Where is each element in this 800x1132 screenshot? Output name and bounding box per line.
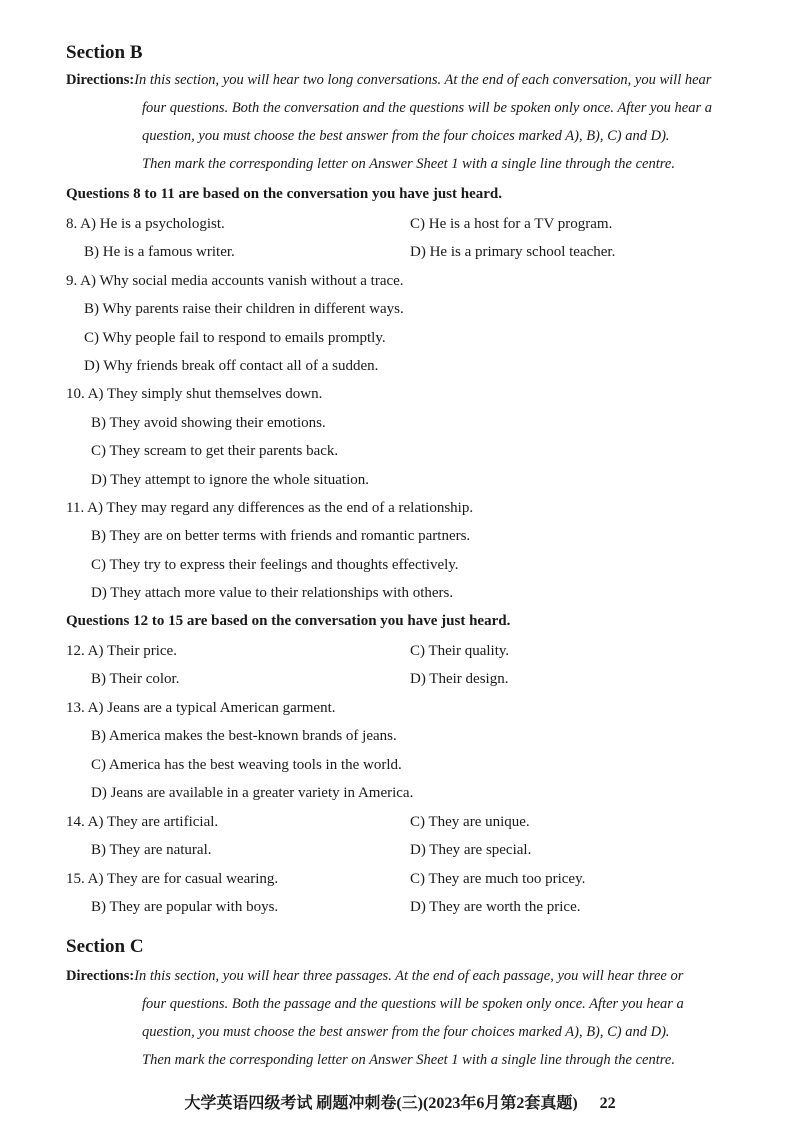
q12-option-d: D) Their design.: [410, 671, 509, 687]
directions-line: In this section, you will hear two long conversations. At the end of each conversation, you will hear: [134, 72, 712, 88]
directions-label: Directions:: [66, 72, 135, 88]
page-number: 22: [599, 1095, 616, 1112]
q9-option-a: 9. A) Why social media accounts vanish without a trace.: [66, 273, 404, 289]
section-b-title: Section B: [66, 42, 143, 63]
q12-option-b: B) Their color.: [91, 671, 180, 687]
footer-title: 大学英语四级考试 刷题冲刺卷(三)(2023年6月第2套真题): [184, 1095, 578, 1112]
page-footer: [0, 1090, 800, 1113]
directions-line: four questions. Both the passage and the questions will be spoken only once. After you hear a: [142, 996, 684, 1012]
q8-option-c: C) He is a host for a TV program.: [410, 216, 613, 232]
q13-option-b: B) America makes the best-known brands of jeans.: [91, 728, 397, 744]
directions-line: four questions. Both the conversation and the questions will be spoken only once. After you hear a: [142, 100, 712, 116]
q14-option-c: C) They are unique.: [410, 814, 530, 830]
q9-option-d: D) Why friends break off contact all of a sudden.: [84, 358, 379, 374]
q12-option-a: 12. A) Their price.: [66, 643, 177, 659]
q14-option-a: 14. A) They are artificial.: [66, 814, 219, 830]
q11-option-c: C) They try to express their feelings and thoughts effectively.: [91, 557, 459, 573]
q15-option-b: B) They are popular with boys.: [91, 899, 279, 915]
q12-option-c: C) Their quality.: [410, 643, 510, 659]
directions-line: question, you must choose the best answer from the four choices marked A), B), C) and D).: [142, 128, 670, 144]
q14-option-d: D) They are special.: [410, 842, 532, 858]
q14-option-b: B) They are natural.: [91, 842, 212, 858]
section-c-title: Section C: [66, 936, 144, 957]
q8-option-d: D) He is a primary school teacher.: [410, 244, 616, 260]
directions-label: Directions:: [66, 968, 135, 984]
q11-option-b: B) They are on better terms with friends and romantic partners.: [91, 528, 471, 544]
directions-line: Then mark the corresponding letter on Answer Sheet 1 with a single line through the centre.: [142, 156, 675, 172]
q10-option-c: C) They scream to get their parents back.: [91, 443, 339, 459]
q15-option-c: C) They are much too pricey.: [410, 871, 586, 887]
directions-line: In this section, you will hear three passages. At the end of each passage, you will hear three or: [134, 968, 684, 984]
question-group-heading: Questions 12 to 15 are based on the conversation you have just heard.: [66, 613, 511, 629]
q10-option-d: D) They attempt to ignore the whole situation.: [91, 472, 369, 488]
q9-option-b: B) Why parents raise their children in different ways.: [84, 301, 404, 317]
q11-option-d: D) They attach more value to their relationships with others.: [91, 585, 454, 601]
q10-option-a: 10. A) They simply shut themselves down.: [66, 386, 323, 402]
q13-option-c: C) America has the best weaving tools in the world.: [91, 757, 402, 773]
directions-line: Then mark the corresponding letter on Answer Sheet 1 with a single line through the centre.: [142, 1052, 675, 1068]
q8-option-b: B) He is a famous writer.: [84, 244, 235, 260]
q13-option-d: D) Jeans are available in a greater variety in America.: [91, 785, 414, 801]
directions-line: question, you must choose the best answer from the four choices marked A), B), C) and D).: [142, 1024, 670, 1040]
q15-option-d: D) They are worth the price.: [410, 899, 581, 915]
q9-option-c: C) Why people fail to respond to emails promptly.: [84, 330, 386, 346]
q8-option-a: 8. A) He is a psychologist.: [66, 216, 225, 232]
question-group-heading: Questions 8 to 11 are based on the conversation you have just heard.: [66, 186, 502, 202]
q10-option-b: B) They avoid showing their emotions.: [91, 415, 326, 431]
q15-option-a: 15. A) They are for casual wearing.: [66, 871, 279, 887]
q11-option-a: 11. A) They may regard any differences as the end of a relationship.: [66, 500, 474, 516]
q13-option-a: 13. A) Jeans are a typical American garment.: [66, 700, 336, 716]
